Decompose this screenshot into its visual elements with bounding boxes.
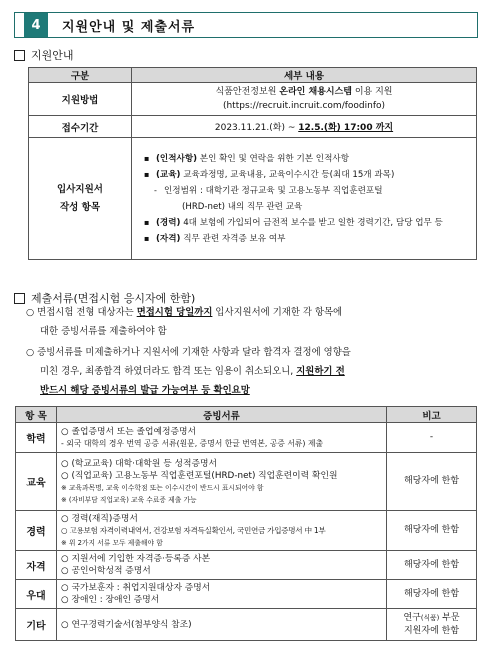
table-row: 우대 ○ 국가보훈자 : 취업지원대상자 증명서 ○ 장애인 : 장애인 증명서 해당자에 한함: [16, 580, 477, 609]
section-number: 4: [24, 13, 48, 37]
docs-header-item: 항 목: [16, 407, 57, 423]
info-heading: [14, 47, 74, 63]
recruit-url: (https://recruit.incruit.com/foodinfo): [222, 101, 386, 111]
info-header-detail: 세부 내용: [132, 68, 477, 83]
form-item-education-scope: - 인정범위 : 대학기관 정규교육 및 고용노동부 직업훈련포털: [142, 183, 476, 199]
table-row: 자격 ○ 지원서에 기입한 자격증·등록증 사본 ○ 공인어학성적 증명서 해당자에 한함: [16, 551, 477, 580]
checkbox-icon: [14, 50, 25, 61]
info-table: [28, 67, 477, 260]
docs-header-note: 비고: [387, 407, 477, 423]
form-items: [132, 138, 477, 260]
form-item-career: ▪ (경력) 4대 보험에 가입되어 금전적 보수를 받고 일한 경력기간, 담당 업무 등: [142, 215, 476, 231]
period-detail: 2023.11.21.(화) ~ 12.5.(화) 17:00 까지: [132, 116, 477, 138]
docs-heading-text: 제출서류(면접시험 응시자에 한함): [31, 292, 196, 305]
method-detail: 식품안전정보원 온라인 채용시스템 이용 지원 (https://recruit.incruit.com/foodinfo): [132, 83, 477, 116]
docs-paragraph-2: ○ 증빙서류를 미제출하거나 지원서에 기재한 사항과 달라 합격자 결정에 영향을 미친 경우, 최종합격 하였더라도 합격 또는 임용이 취소되오니, 지원하기 전 반드시 해당 증빙서류의 발급 가능여부 등 확인요망: [26, 347, 351, 396]
info-header-category: 구분: [29, 68, 132, 83]
checkbox-icon: [14, 293, 25, 304]
period-label: 접수기간: [29, 116, 132, 138]
docs-paragraph-1: ○ 면접시험 전형 대상자는 면접시험 당일까지 입사지원서에 기재한 각 항목에 대한 증빙서류를 제출하여야 함: [26, 307, 343, 337]
section-title: 지원안내 및 제출서류: [62, 19, 196, 35]
table-row: 경력 ○ 경력(재직)증명서 ○ 고용보험 자격이력내역서, 건강보험 자격득실확인서, 국민연금 가입증명서 中 1부 ※ 위 2가지 서류 모두 제출해야 함 해당자에 한함: [16, 511, 477, 551]
method-label: 지원방법: [29, 83, 132, 116]
form-item-education-scope-cont: (HRD-net) 내의 직무 관련 교육: [182, 201, 303, 212]
form-item-license: ▪ (자격) 직무 관련 자격증 보유 여부: [142, 231, 476, 247]
table-row: 기타 ○ 연구경력기술서(첨부양식 참조) 연구(식품) 부문 지원자에 한함: [16, 609, 477, 641]
form-label: 입사지원서 작성 항목: [29, 138, 132, 260]
circle-bullet-icon: ○: [26, 347, 35, 358]
form-item-personal: ▪ (인적사항) 본인 확인 및 연락을 위한 기본 인적사항: [142, 151, 476, 167]
section-header: [14, 12, 478, 38]
info-heading-text: 지원안내: [31, 49, 74, 62]
table-row: 교육 ○ (학교교육) 대학·대학원 등 성적증명서 ○ (직업교육) 고용노동부 직업훈련포털(HRD-net) 직업훈련이력 확인원 ※ 교육과목명, 교육 이수학점 또는 이수시간이 반드시 표시되어야 함 ※ (자비부담 직업교육) 교육 수료증 제출 가능 해당자에 한함: [16, 453, 477, 511]
form-item-education: ▪ (교육) 교육과정명, 교육내용, 교육이수시간 등(최대 15개 과목): [142, 167, 476, 183]
table-row: 학력 ○ 졸업증명서 또는 졸업예정증명서 - 외국 대학의 경우 번역 공증 서류(원문, 증명서 한글 번역본, 공증 서류) 제출 -: [16, 423, 477, 453]
docs-table: [15, 406, 477, 641]
circle-bullet-icon: ○: [26, 307, 35, 318]
docs-header-documents: 증빙서류: [57, 407, 387, 423]
